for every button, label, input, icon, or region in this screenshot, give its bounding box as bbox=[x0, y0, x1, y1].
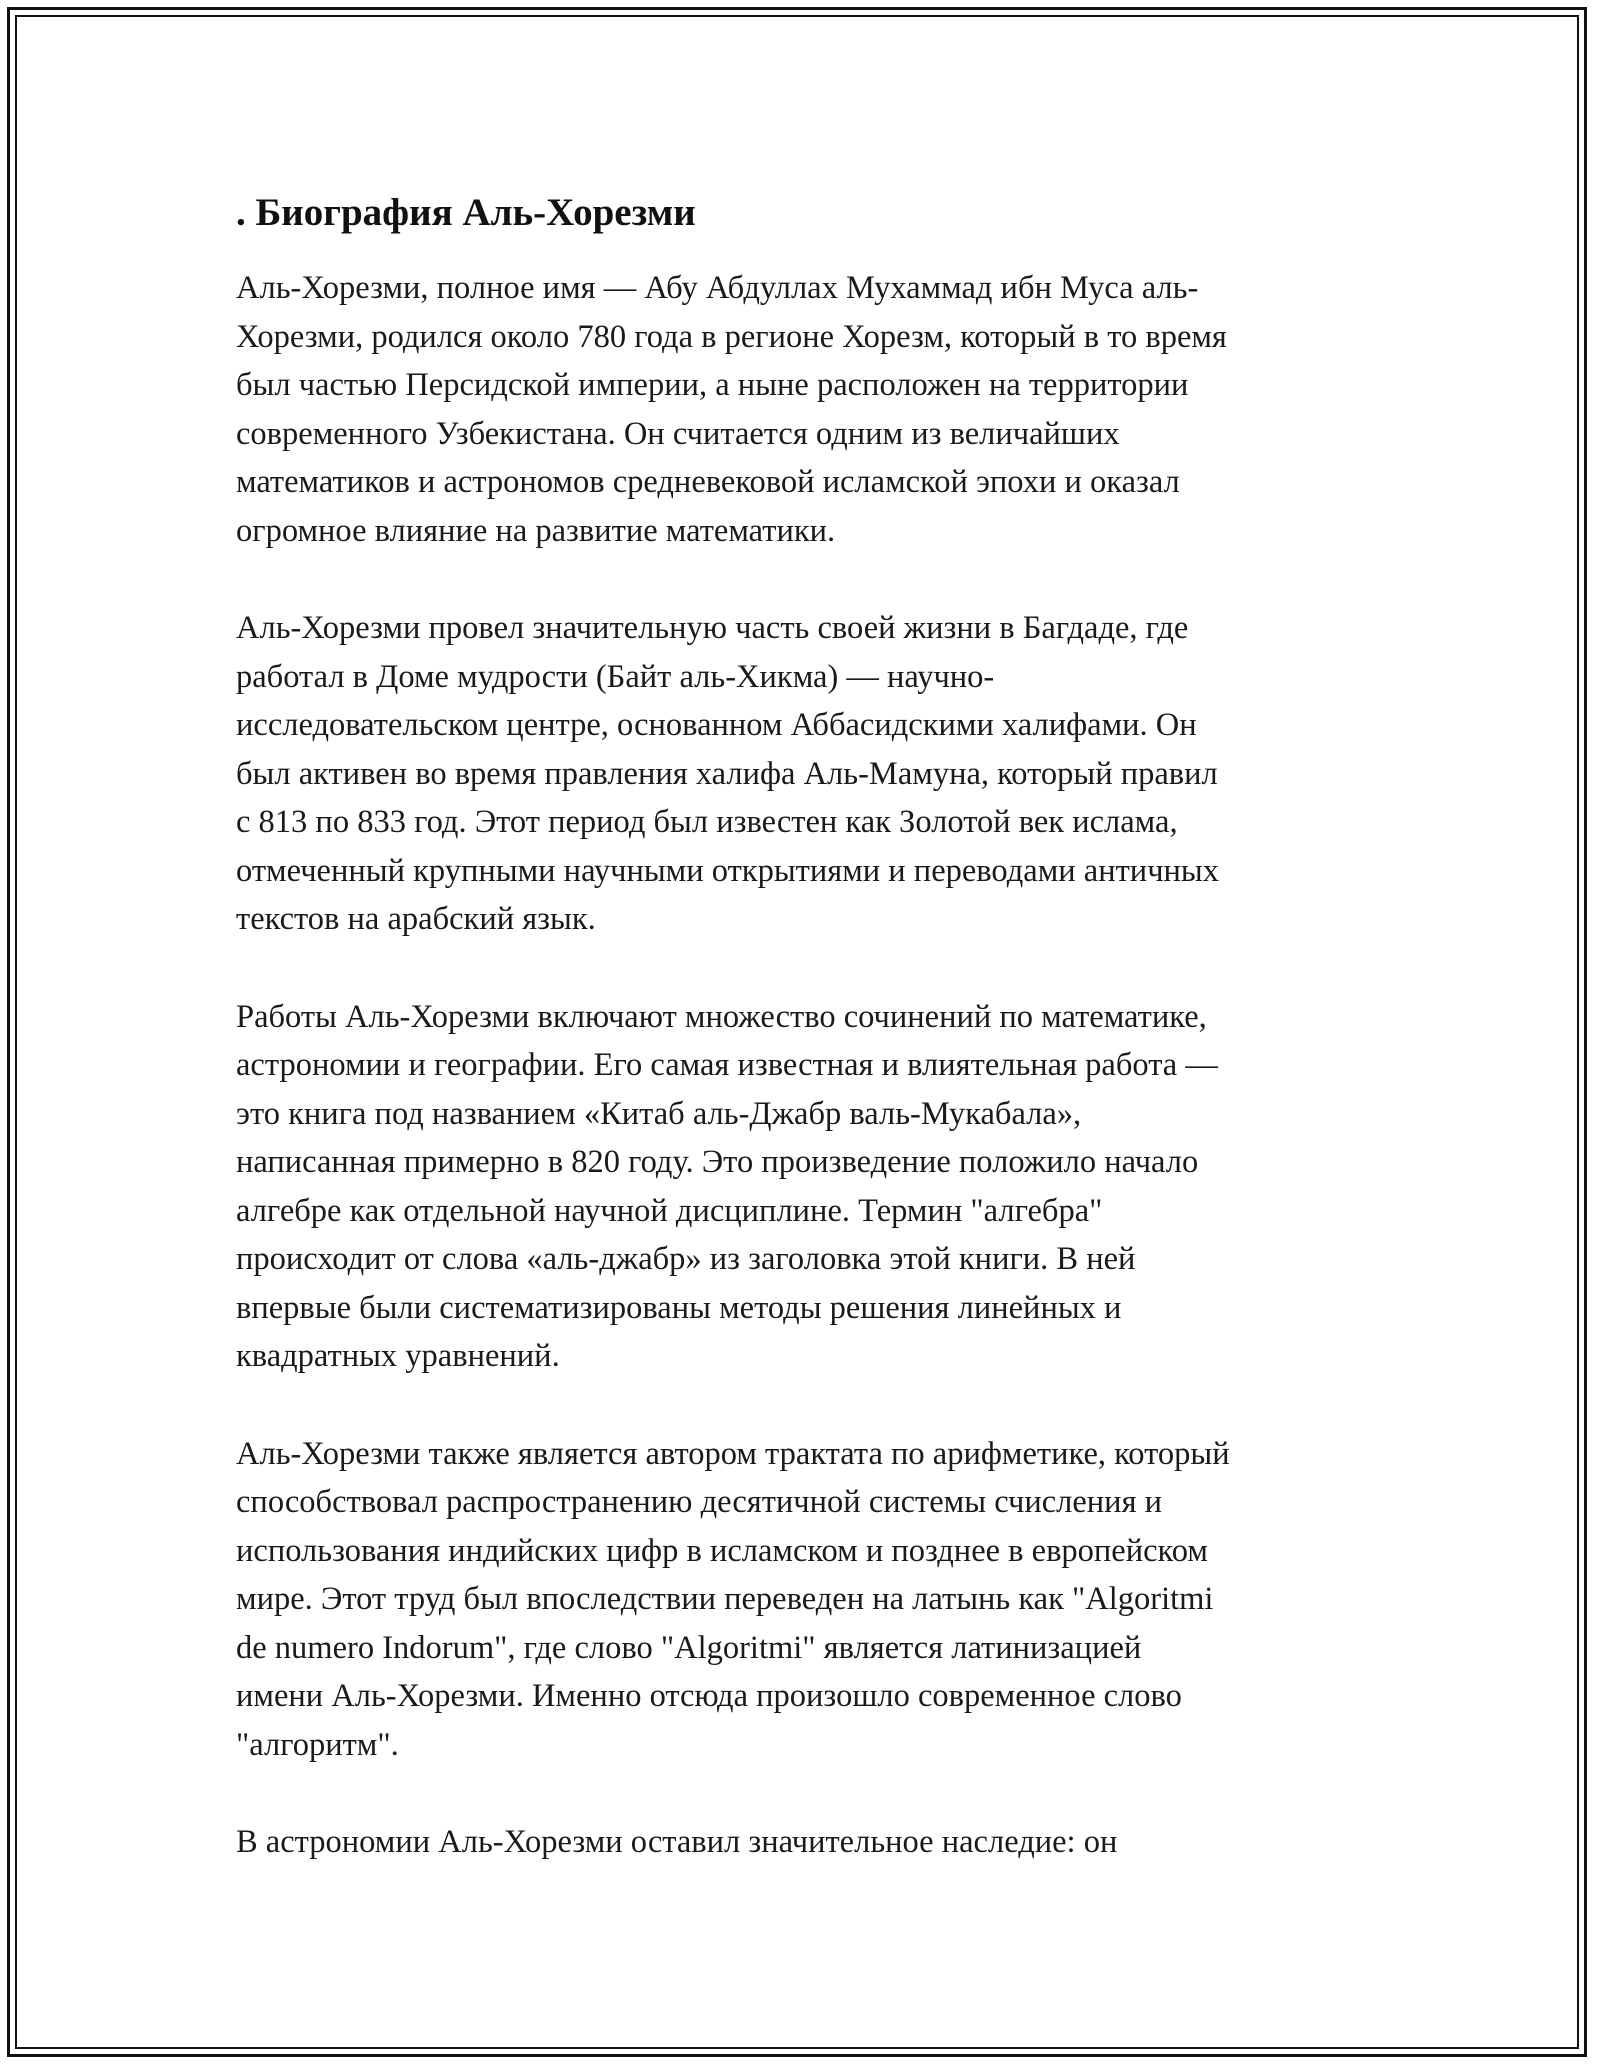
paragraph-line: "алгоритм". bbox=[236, 1726, 399, 1763]
paragraph-line: В астрономии Аль-Хорезми оставил значительное наследие: он bbox=[236, 1824, 1118, 1860]
paragraph-line: математиков и астрономов средневековой исламской эпохи и оказал bbox=[236, 464, 1180, 500]
paragraph-line: впервые были систематизированы методы решения линейных и bbox=[236, 1289, 1122, 1326]
paragraph-astronomy bbox=[236, 1818, 1376, 1867]
paragraph-birth bbox=[236, 264, 1376, 555]
paragraph-line: имени Аль-Хорезми. Именно отсюда произошло современное слово bbox=[236, 1678, 1182, 1714]
paragraph-line: это книга под названием «Китаб аль-Джабр валь-Мукабала», bbox=[236, 1095, 1082, 1132]
paragraph-line: отмеченный крупными научными открытиями и переводами античных bbox=[236, 852, 1220, 889]
document-body bbox=[236, 188, 1376, 1916]
paragraph-line: квадратных уравнений. bbox=[236, 1338, 560, 1374]
document-title: . Биография Аль-Хорезми bbox=[236, 191, 696, 234]
paragraph-line: способствовал распространению десятичной системы счисления и bbox=[236, 1484, 1163, 1520]
paragraph-line: алгебре как отдельной научной дисциплине. Термин "алгебра" bbox=[236, 1192, 1103, 1229]
paragraph-line: мире. Этот труд был впоследствии переведен на латынь как "Algoritmi bbox=[236, 1581, 1214, 1617]
paragraph-line: de numero Indorum", где слово "Algoritmi" является латинизацией bbox=[236, 1629, 1142, 1666]
paragraph-line: происходит от слова «аль-джабр» из заголовка этой книги. В ней bbox=[236, 1241, 1136, 1277]
paragraph-line: современного Узбекистана. Он считается одним из величайших bbox=[236, 415, 1120, 452]
paragraph-line: был активен во время правления халифа Аль-Мамуна, который правил bbox=[236, 755, 1218, 792]
paragraph-arithmetic bbox=[236, 1430, 1376, 1770]
paragraph-line: Аль-Хорезми провел значительную часть своей жизни в Багдаде, где bbox=[236, 610, 1189, 646]
paragraph-line: написанная примерно в 820 году. Это произведение положило начало bbox=[236, 1144, 1199, 1180]
paragraph-line: текстов на арабский язык. bbox=[236, 901, 596, 937]
paragraph-works bbox=[236, 993, 1376, 1381]
paragraph-line: работал в Доме мудрости (Байт аль-Хикма) — научно- bbox=[236, 658, 995, 695]
paragraph-baghdad bbox=[236, 604, 1376, 944]
paragraph-line: огромное влияние на развитие математики. bbox=[236, 512, 836, 549]
paragraph-line: Работы Аль-Хорезми включают множество сочинений по математике, bbox=[236, 998, 1207, 1035]
paragraph-line: с 813 по 833 год. Этот период был известен как Золотой век ислама, bbox=[236, 804, 1178, 840]
paragraph-line: исследовательском центре, основанном Аббасидскими халифами. Он bbox=[236, 707, 1197, 743]
paragraph-line: Хорезми, родился около 780 года в регионе Хорезм, который в то время bbox=[236, 318, 1227, 355]
paragraph-line: использования индийских цифр в исламском и позднее в европейском bbox=[236, 1532, 1208, 1569]
paragraph-line: был частью Персидской империи, а ныне расположен на территории bbox=[236, 367, 1189, 403]
paragraph-line: астрономии и географии. Его самая известная и влиятельная работа — bbox=[236, 1047, 1218, 1083]
paragraph-line: Аль-Хорезми, полное имя — Абу Абдуллах Мухаммад ибн Муса аль- bbox=[236, 270, 1199, 306]
paragraph-line: Аль-Хорезми также является автором трактата по арифметике, который bbox=[236, 1435, 1230, 1472]
